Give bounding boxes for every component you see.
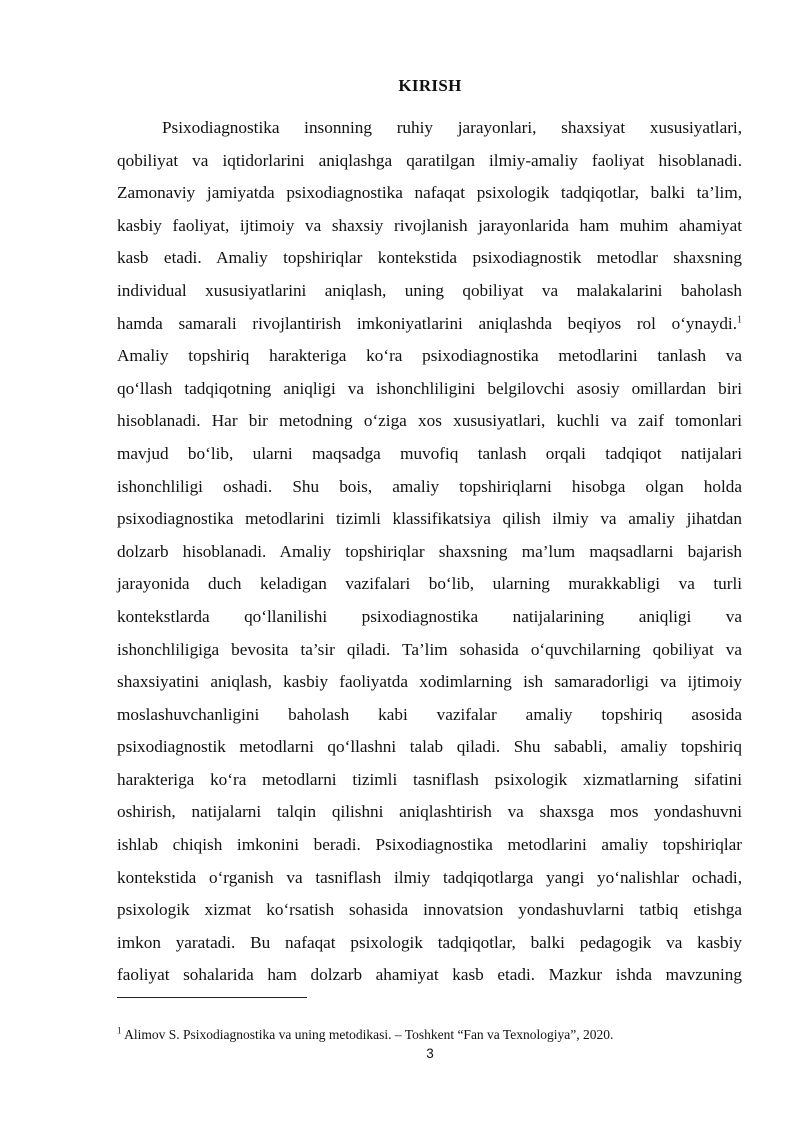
text-line-content: kasbiy faoliyat, ijtimoiy va shaxsiy rivojlanish jarayonlarida ham muhim ahamiyat bbox=[117, 215, 742, 235]
text-line-content: psixodiagnostika metodlarini tizimli klassifikatsiya qilish ilmiy va amaliy jihatdan bbox=[117, 509, 742, 529]
footnote-reference: 1 bbox=[737, 313, 742, 325]
text-line bbox=[117, 340, 742, 373]
text-line bbox=[117, 242, 742, 275]
text-line-content: mavjud bo‘lib, ularni maqsadga muvofiq tanlash orqali tadqiqot natijalari bbox=[117, 443, 742, 463]
text-line-content: psixologik xizmat ko‘rsatish sohasida innovatsion yondashuvlarni tatbiq etishga bbox=[117, 900, 742, 920]
text-line-content: individual xususiyatlarini aniqlash, uning qobiliyat va malakalarini baholash bbox=[117, 280, 742, 300]
section-title: KIRISH bbox=[398, 76, 462, 95]
footnote-separator bbox=[117, 997, 307, 998]
text-line-content: ishlab chiqish imkonini beradi. Psixodiagnostika metodlarini amaliy topshiriqlar bbox=[117, 835, 742, 855]
text-line bbox=[117, 145, 742, 178]
text-line-content: Amaliy topshiriq harakteriga ko‘ra psixodiagnostika metodlarini tanlash va bbox=[117, 346, 742, 366]
text-line-content: kasb etadi. Amaliy topshiriqlar kontekstida psixodiagnostik metodlar shaxsning bbox=[117, 248, 742, 268]
text-line bbox=[117, 373, 742, 406]
text-line-content: psixodiagnostik metodlarni qo‘llashni talab qiladi. Shu sababli, amaliy topshiriq bbox=[117, 737, 742, 757]
text-line bbox=[117, 634, 742, 667]
text-line-content: ishonchliligi oshadi. Shu bois, amaliy topshiriqlarni hisobga olgan holda bbox=[117, 476, 742, 496]
text-line bbox=[117, 112, 742, 145]
text-line bbox=[117, 471, 742, 504]
text-line-content: shaxsiyatini aniqlash, kasbiy faoliyatda xodimlarning ish samaradorligi va ijtimoiy bbox=[117, 672, 742, 692]
text-line-content: moslashuvchanligini baholash kabi vazifalar amaliy topshiriq asosida bbox=[117, 704, 742, 724]
text-line-content: Psixodiagnostika insonning ruhiy jarayonlari, shaxsiyat xususiyatlari, bbox=[162, 118, 742, 137]
text-line bbox=[117, 503, 742, 536]
body-text bbox=[117, 112, 742, 992]
text-line-content: hamda samarali rivojlantirish imkoniyatlarini aniqlashda beqiyos rol o‘ynaydi. bbox=[117, 313, 737, 333]
text-line-content: dolzarb hisoblanadi. Amaliy topshiriqlar shaxsning ma’lum maqsadlarni bajarish bbox=[117, 541, 742, 561]
text-line bbox=[117, 210, 742, 243]
text-line bbox=[117, 829, 742, 862]
text-line-content: kontekstlarda qo‘llanilishi psixodiagnostika natijalarining aniqligi va bbox=[117, 606, 742, 626]
footnote bbox=[117, 1027, 742, 1043]
text-line-content: Zamonaviy jamiyatda psixodiagnostika nafaqat psixologik tadqiqotlar, balki ta’lim, bbox=[117, 183, 742, 203]
text-line bbox=[117, 959, 742, 992]
text-line-content: imkon yaratadi. Bu nafaqat psixologik tadqiqotlar, balki pedagogik va kasbiy bbox=[117, 932, 742, 952]
text-line bbox=[117, 438, 742, 471]
text-line-content: qo‘llash tadqiqotning aniqligi va ishonchliligini belgilovchi asosiy omillardan biri bbox=[117, 378, 742, 398]
text-line bbox=[117, 666, 742, 699]
text-line-content: jarayonida duch keladigan vazifalari bo‘lib, ularning murakkabligi va turli bbox=[117, 574, 742, 594]
text-line-content: qobiliyat va iqtidorlarini aniqlashga qaratilgan ilmiy-amaliy faoliyat hisoblanadi. bbox=[117, 150, 742, 170]
footnote-text: Alimov S. Psixodiagnostika va uning metodikasi. – Toshkent “Fan va Texnologiya”, 2020. bbox=[124, 1027, 614, 1042]
text-line bbox=[117, 308, 742, 341]
footnote-marker: 1 bbox=[117, 1025, 122, 1036]
text-line bbox=[117, 764, 742, 797]
text-line-content: harakteriga ko‘ra metodlarni tizimli tasniflash psixologik xizmatlarning sifatini bbox=[117, 769, 742, 789]
text-line bbox=[117, 536, 742, 569]
text-line-content: faoliyat sohalarida ham dolzarb ahamiyat kasb etadi. Mazkur ishda mavzuning bbox=[117, 965, 742, 985]
text-line-content: hisoblanadi. Har bir metodning o‘ziga xos xususiyatlari, kuchli va zaif tomonlari bbox=[117, 411, 742, 431]
text-line bbox=[117, 927, 742, 960]
text-line bbox=[117, 177, 742, 210]
text-line bbox=[117, 275, 742, 308]
text-line bbox=[117, 731, 742, 764]
text-line bbox=[117, 894, 742, 927]
page-number: 3 bbox=[426, 1046, 434, 1061]
text-line bbox=[117, 405, 742, 438]
text-line-content: kontekstida o‘rganish va tasniflash ilmiy tadqiqotlarga yangi yo‘nalishlar ochadi, bbox=[117, 867, 742, 887]
text-line-content: oshirish, natijalarni talqin qilishni aniqlashtirish va shaxsga mos yondashuvni bbox=[117, 802, 742, 822]
text-line bbox=[117, 862, 742, 895]
text-line bbox=[117, 568, 742, 601]
text-line-content: ishonchliligiga bevosita ta’sir qiladi. Ta’lim sohasida o‘quvchilarning qobiliyat va bbox=[117, 639, 742, 659]
text-line bbox=[117, 699, 742, 732]
text-line bbox=[117, 601, 742, 634]
text-line bbox=[117, 796, 742, 829]
